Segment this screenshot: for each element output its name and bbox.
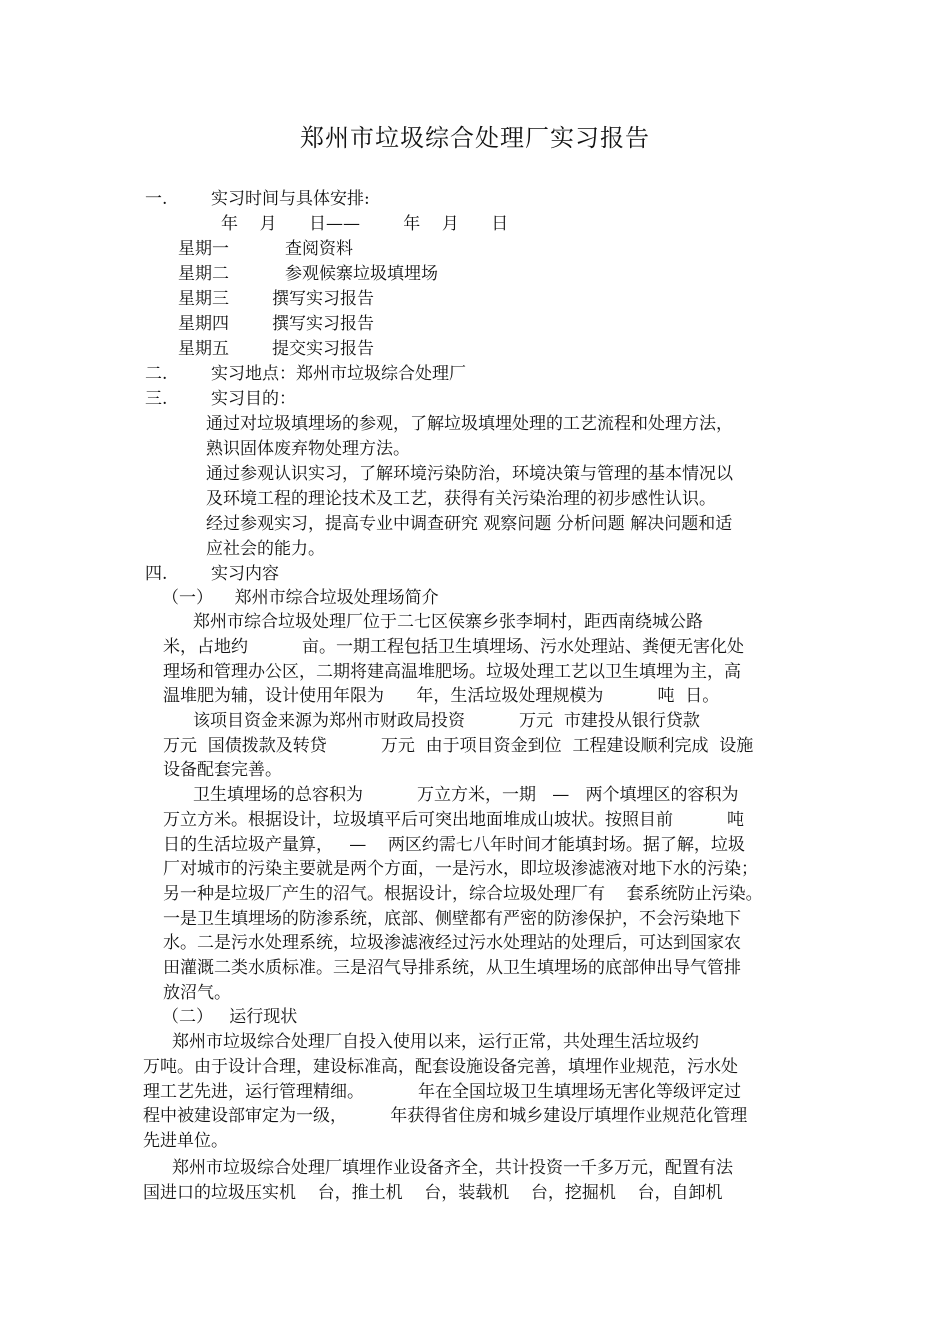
paragraph-line: 通过参观认识实习，了解环境污染防治，环境决策与管理的基本情况以 bbox=[206, 464, 733, 484]
section-3-heading: 实习目的： bbox=[211, 389, 296, 409]
paragraph-line: 设备配套完善。 bbox=[163, 760, 282, 780]
paragraph-line: 理工艺先进，运行管理精细。 年在全国垃圾卫生填埋场无害化等级评定过 bbox=[143, 1082, 742, 1102]
section-1-heading: 实习时间与具体安排: bbox=[211, 189, 370, 209]
section-3-number: 三. bbox=[145, 389, 168, 409]
section-2-heading: 实习地点：郑州市垃圾综合处理厂 bbox=[211, 364, 466, 384]
paragraph-line: 卫生填埋场的总容积为 万立方米，一期 — 两个填埋区的容积为 bbox=[193, 785, 739, 805]
subsection-1-heading: （一） 郑州市综合垃圾处理场简介 bbox=[162, 588, 439, 608]
paragraph-line: 国进口的垃圾压实机 台，推土机 台，装载机 台，挖掘机 台，自卸机 bbox=[143, 1183, 723, 1203]
schedule-task: 撰写实习报告 bbox=[272, 314, 374, 334]
subsection-2-heading: （二） 运行现状 bbox=[162, 1007, 298, 1027]
date-range: 年 月 日—— 年 月 日 bbox=[221, 214, 509, 234]
document-title: 郑州市垃圾综合处理厂实习报告 bbox=[300, 124, 650, 152]
paragraph-line: 厂对城市的污染主要就是两个方面，一是污水，即垃圾渗滤液对地下水的污染； bbox=[163, 859, 758, 879]
paragraph-line: 万立方米。根据设计，垃圾填平后可突出地面堆成山坡状。按照目前 吨 bbox=[163, 810, 745, 830]
paragraph-line: 理场和管理办公区，二期将建高温堆肥场。垃圾处理工艺以卫生填埋为主，高 bbox=[163, 662, 741, 682]
section-4-heading: 实习内容 bbox=[211, 564, 279, 584]
schedule-task: 提交实习报告 bbox=[272, 339, 374, 359]
paragraph-line: 郑州市综合垃圾处理厂位于二七区侯寨乡张李垌村，距西南绕城公路 bbox=[193, 612, 703, 632]
schedule-day: 星期一 bbox=[178, 239, 229, 259]
paragraph-line: 及环境工程的理论技术及工艺，获得有关污染治理的初步感性认识。 bbox=[206, 489, 716, 509]
schedule-task: 参观候寨垃圾填埋场 bbox=[285, 264, 438, 284]
paragraph-line: 应社会的能力。 bbox=[206, 539, 325, 559]
paragraph-line: 田灌溉二类水质标准。三是沼气导排系统，从卫生填埋场的底部伸出导气管排 bbox=[163, 958, 741, 978]
paragraph-line: 水。二是污水处理系统，垃圾渗滤液经过污水处理站的处理后，可达到国家农 bbox=[163, 933, 741, 953]
paragraph-line: 郑州市垃圾综合处理厂填埋作业设备齐全，共计投资一千多万元，配置有法 bbox=[172, 1158, 733, 1178]
schedule-day: 星期二 bbox=[178, 264, 229, 284]
paragraph-line: 放沼气。 bbox=[163, 983, 231, 1003]
schedule-day: 星期五 bbox=[178, 339, 229, 359]
paragraph-line: 通过对垃圾填埋场的参观，了解垃圾填埋处理的工艺流程和处理方法， bbox=[206, 414, 733, 434]
schedule-task: 撰写实习报告 bbox=[272, 289, 374, 309]
paragraph-line: 程中被建设部审定为一级， 年获得省住房和城乡建设厅填埋作业规范化管理 bbox=[143, 1106, 748, 1126]
schedule-day: 星期三 bbox=[178, 289, 229, 309]
paragraph-line: 另一种是垃圾厂产生的沼气。根据设计，综合垃圾处理厂有 套系统防止污染。 bbox=[163, 884, 763, 904]
paragraph-line: 经过参观实习，提高专业中调查研究 观察问题 分析问题 解决问题和适 bbox=[206, 514, 733, 534]
paragraph-line: 温堆肥为辅，设计使用年限为 年，生活垃圾处理规模为 吨 日。 bbox=[163, 686, 720, 706]
paragraph-line: 万吨。由于设计合理，建设标准高，配套设施设备完善，填埋作业规范，污水处 bbox=[143, 1057, 738, 1077]
paragraph-line: 一是卫生填埋场的防渗系统，底部、侧壁都有严密的防渗保护，不会污染地下 bbox=[163, 909, 741, 929]
section-4-number: 四. bbox=[145, 564, 168, 584]
schedule-day: 星期四 bbox=[178, 314, 229, 334]
section-2-number: 二. bbox=[145, 364, 168, 384]
paragraph-line: 万元 国债拨款及转贷 万元 由于项目资金到位 工程建设顺利完成 设施 bbox=[163, 736, 754, 756]
paragraph-line: 熟识固体废弃物处理方法。 bbox=[206, 439, 410, 459]
paragraph-line: 米，占地约 亩。一期工程包括卫生填埋场、污水处理站、粪便无害化处 bbox=[163, 637, 745, 657]
paragraph-line: 郑州市垃圾综合处理厂自投入使用以来，运行正常，共处理生活垃圾约 bbox=[172, 1032, 699, 1052]
section-1-number: 一. bbox=[145, 189, 168, 209]
paragraph-line: 该项目资金来源为郑州市财政局投资 万元 市建投从银行贷款 bbox=[193, 711, 700, 731]
paragraph-line: 日的生活垃圾产量算， — 两区约需七八年时间才能填封场。据了解，垃圾 bbox=[163, 835, 745, 855]
schedule-task: 查阅资料 bbox=[285, 239, 353, 259]
paragraph-line: 先进单位。 bbox=[143, 1131, 228, 1151]
